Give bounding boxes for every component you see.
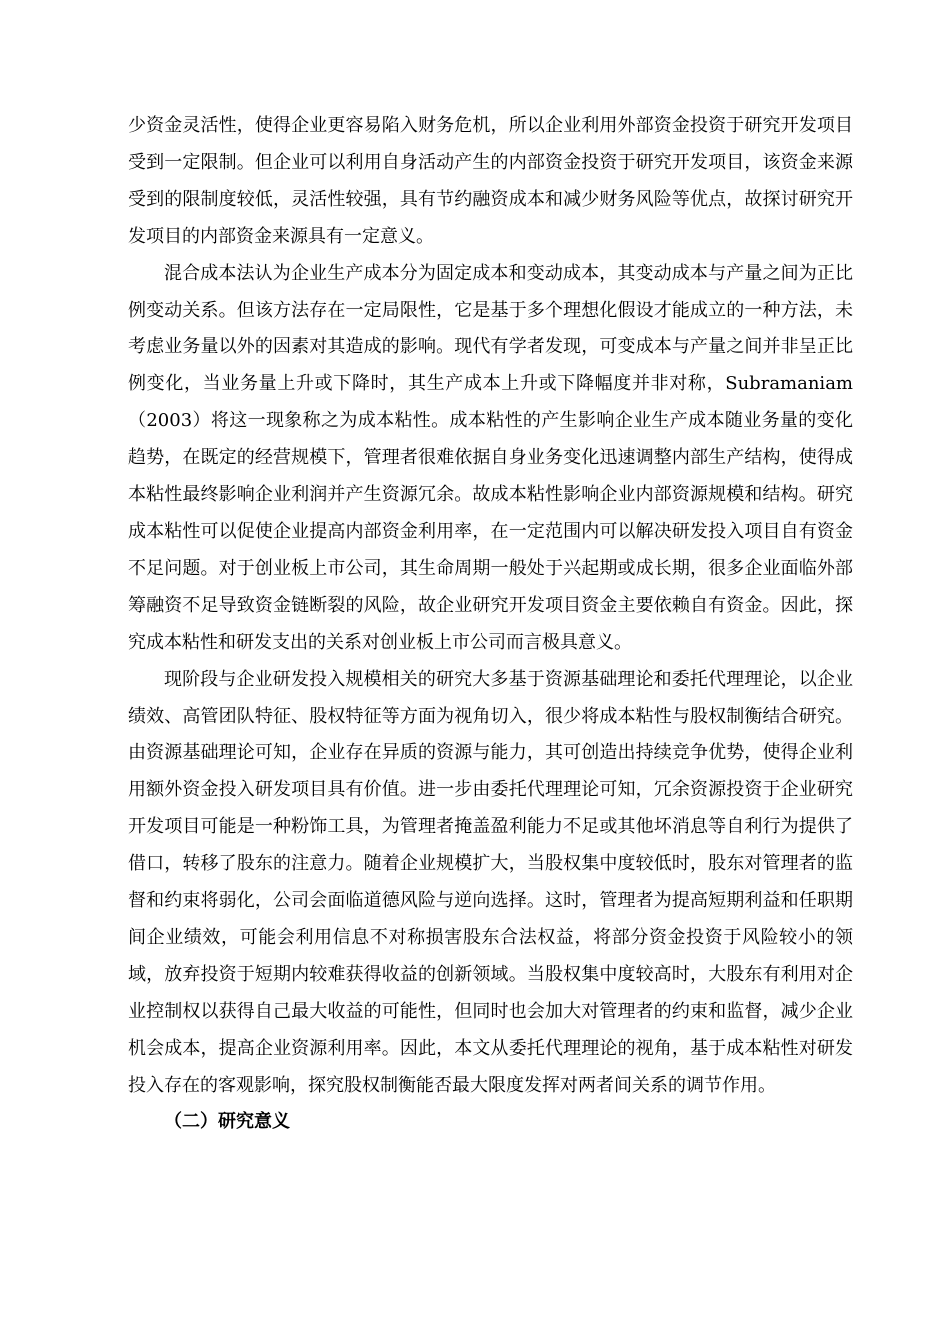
paragraph-agency-theory: 现阶段与企业研发投入规模相关的研究大多基于资源基础理论和委托代理理论，以企业绩效、高管团队特征、股权特征等方面为视角切入，很少将成本粘性与股权制衡结合研究。由资源基础理论可知，企业存在异质的资源与能力，其可创造出持续竞争优势，使得企业利用额外资金投入研发项目具有价值。进一步由委托代理理论可知，冗余资源投资于企业研究开发项目可能是一种粉饰工具，为管理者掩盖盈利能力不足或其他坏消息等自利行为提供了借口，转移了股东的注意力。随着企业规模扩大，当股权集中度较低时，股东对管理者的监督和约束将弱化，公司会面临道德风险与逆向选择。这时，管理者为提高短期利益和任职期间企业绩效，可能会利用信息不对称损害股东合法权益，将部分资金投资于风险较小的领域，放弃投资于短期内较难获得收益的创新领域。当股权集中度较高时，大股东有利用对企业控制权以获得自己最大收益的可能性，但同时也会加大对管理者的约束和监督，减少企业机会成本，提高企业资源利用率。因此，本文从委托代理理论的视角，基于成本粘性对研发投入存在的客观影响，探究股权制衡能否最大限度发挥对两者间关系的调节作用。 xyxy=(128,668,853,1096)
document-page xyxy=(128,108,853,1141)
paragraph-cost-stickiness: 混合成本法认为企业生产成本分为固定成本和变动成本，其变动成本与产量之间为正比例变动关系。但该方法存在一定局限性，它是基于多个理想化假设才能成立的一种方法，未考虑业务量以外的因素对其造成的影响。现代有学者发现，可变成本与产量之间并非呈正比例变化，当业务量上升或下降时，其生产成本上升或下降幅度并非对称，Subramaniam（2003）将这一现象称之为成本粘性。成本粘性的产生影响企业生产成本随业务量的变化趋势，在既定的经营规模下，管理者很难依据自身业务变化迅速调整内部生产结构，使得成本粘性最终影响企业利润并产生资源冗余。故成本粘性影响企业内部资源规模和结构。研究成本粘性可以促使企业提高内部资金利用率，在一定范围内可以解决研发投入项目自有资金不足问题。对于创业板上市公司，其生命周期一般处于兴起期或成长期，很多企业面临外部筹融资不足导致资金链断裂的风险，故企业研究开发项目资金主要依赖自有资金。因此，探究成本粘性和研发支出的关系对创业板上市公司而言极具意义。 xyxy=(128,262,853,653)
section-heading: （二）研究意义 xyxy=(164,1111,290,1133)
paragraph-continued: 少资金灵活性，使得企业更容易陷入财务危机，所以企业利用外部资金投资于研究开发项目受到一定限制。但企业可以利用自身活动产生的内部资金投资于研究开发项目，该资金来源受到的限制度较低，灵活性较强，具有节约融资成本和减少财务风险等优点，故探讨研究开发项目的内部资金来源具有一定意义。 xyxy=(128,115,853,247)
